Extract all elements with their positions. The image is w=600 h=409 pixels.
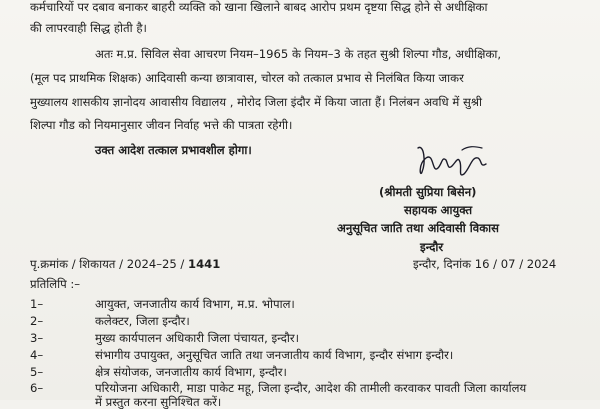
place-date: इन्दौर, दिनांक 16 / 07 / 2024 xyxy=(413,257,557,271)
cc-heading: प्रतिलिपि :– xyxy=(30,277,81,291)
effective-statement: उक्त आदेश तत्काल प्रभावशील होगा। xyxy=(95,143,252,157)
cc-item-text: परियोजना अधिकारी, माडा पाकेट महू, जिला इन्दौर, आदेश की तामीली करवाकर पावती जिला कार्यालय xyxy=(95,381,527,395)
signatory-name: (श्रीमती सुप्रिया बिसेन) xyxy=(379,185,477,199)
reference-number: 1441 xyxy=(188,257,221,271)
body-line-1: कर्मचारियों पर दबाव बनाकर बाहरी व्यक्ति को खाना खिलाने बाबद आरोप प्रथम दृष्टया सिद्ध होने से अधीक्षिका xyxy=(30,0,488,14)
handwritten-signature xyxy=(412,138,492,190)
body-line-3: अतः म.प्र. सिविल सेवा आचरण नियम–1965 के नियम–3 के तहत सुश्री शिल्पा गौड, अधीक्षिका, xyxy=(95,47,502,61)
cc-item-text: कलेक्टर, जिला इन्दौर। xyxy=(95,314,190,328)
cc-item-text: में प्रस्तुत करना सुनिश्चित करें। xyxy=(95,395,222,409)
signatory-designation: सहायक आयुक्त xyxy=(404,203,473,217)
cc-item-number: 4– xyxy=(30,348,44,362)
signatory-department: अनुसूचित जाति तथा अदिवासी विकास xyxy=(337,221,499,235)
cc-item-number: 6– xyxy=(30,381,44,395)
body-line-4: (मूल पद प्राथमिक शिक्षक) आदिवासी कन्या छात्रावास, चोरल को तत्काल प्रभाव से निलंबित किया जाकर xyxy=(30,71,464,85)
cc-item-text: आयुक्त, जनजातीय कार्य विभाग, म.प्र. भोपाल। xyxy=(95,297,295,311)
cc-item-number: 5– xyxy=(30,365,44,379)
signatory-city: इन्दौर xyxy=(420,240,444,254)
body-line-6: शिल्पा गौड को नियमानुसार जीवन निर्वाह भत्ते की पात्रता रहेगी। xyxy=(30,118,293,132)
cc-item-text: मुख्य कार्यपालन अधिकारी जिला पंचायत, इन्दौर। xyxy=(95,331,300,345)
cc-item-text: संभागीय उपायुक्त, अनुसूचित जाति तथा जनजातीय कार्य विभाग, इन्दौर संभाग इन्दौर। xyxy=(95,348,454,362)
cc-item-number: 2– xyxy=(30,314,44,328)
cc-item-text: क्षेत्र संयोजक, जनजातीय कार्य विभाग, इन्दौर। xyxy=(95,365,287,379)
body-line-2: की लापरवाही सिद्ध होती है। xyxy=(30,21,147,35)
reference-prefix: पृ.क्रमांक / शिकायत / 2024–25 / xyxy=(30,257,185,271)
cc-item-number: 1– xyxy=(30,297,44,311)
cc-item-number: 3– xyxy=(30,331,44,345)
reference-line xyxy=(30,257,220,271)
body-line-5: मुख्यालय शासकीय ज्ञानोदय आवासीय विद्यालय , मोरोद जिला इंदौर में किया जाता हैं। निलंबन अवधि में सुश्री xyxy=(30,95,482,109)
